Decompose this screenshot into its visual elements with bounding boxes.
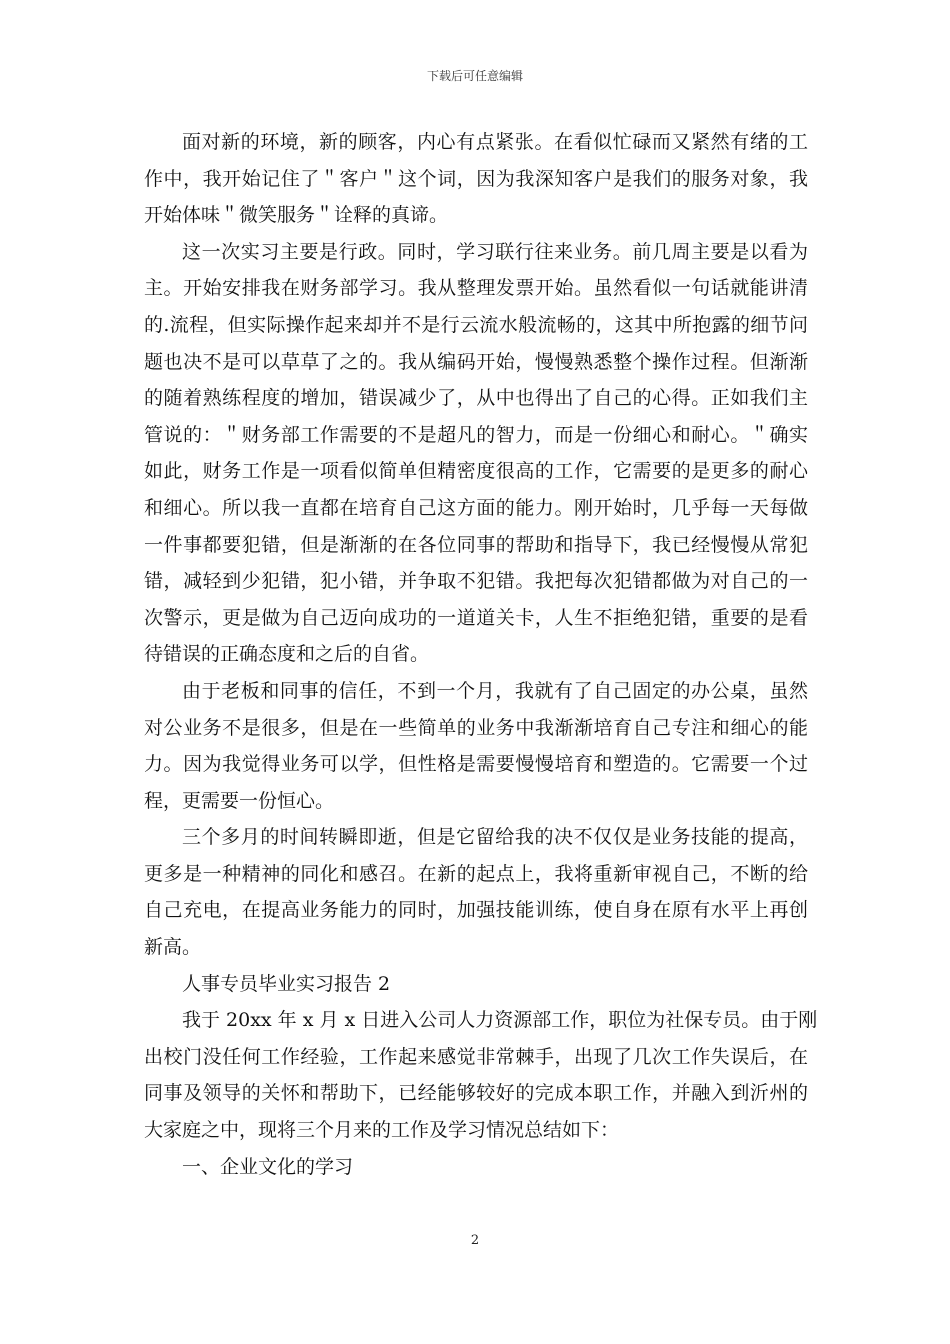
text-line: 对公业务不是很多，但是在一些简单的业务中我渐渐培育自己专注和细心的能 — [144, 716, 808, 739]
text-line: 一件事都要犯错，但是渐渐的在各位同事的帮助和指导下，我已经慢慢从常犯 — [144, 533, 808, 556]
text-line: 如此，财务工作是一项看似简单但精密度很高的工作，它需要的是更多的耐心 — [144, 460, 808, 483]
text-line: 三个多月的时间转瞬即逝，但是它留给我的决不仅仅是业务技能的提高， — [182, 826, 808, 849]
text-line: 题也决不是可以草草了之的。我从编码开始，慢慢熟悉整个操作过程。但渐渐 — [144, 350, 808, 373]
text-line: 自己充电，在提高业务能力的同时，加强技能训练，使自身在原有水平上再创 — [144, 899, 808, 922]
text-line: 次警示，更是做为自己迈向成功的一道道关卡，人生不拒绝犯错，重要的是看 — [144, 606, 808, 629]
text-line: 开始体味＂微笑服务＂诠释的真谛。 — [144, 204, 449, 227]
text-line: 主。开始安排我在财务部学习。我从整理发票开始。虽然看似一句话就能讲清 — [144, 277, 808, 300]
text-line: 管说的：＂财务部工作需要的不是超凡的智力，而是一份细心和耐心。＂确实 — [144, 423, 808, 446]
text-line: 待错误的正确态度和之后的自省。 — [144, 643, 430, 666]
text-line: 我于 20xx 年 x 月 x 日进入公司人力资源部工作，职位为社保专员。由于刚 — [182, 1009, 818, 1032]
text-line: 人事专员毕业实习报告 2 — [182, 972, 391, 995]
page-header: 下载后可任意编辑 — [426, 69, 523, 83]
text-line: 大家庭之中，现将三个月来的工作及学习情况总结如下： — [144, 1119, 620, 1142]
text-line: 同事及领导的关怀和帮助下，已经能够较好的完成本职工作，并融入到沂州的 — [144, 1082, 808, 1105]
text-line: 程，更需要一份恒心。 — [144, 789, 335, 812]
text-line: 和细心。所以我一直都在培育自己这方面的能力。刚开始时，几乎每一天每做 — [144, 496, 808, 519]
text-line: 错，减轻到少犯错，犯小错，并争取不犯错。我把每次犯错都做为对自己的一 — [144, 570, 808, 593]
text-line: 出校门没任何工作经验，工作起来感觉非常棘手，出现了几次工作失误后，在 — [144, 1045, 808, 1068]
text-line: 的随着熟练程度的增加，错误减少了，从中也得出了自己的心得。正如我们主 — [144, 387, 808, 410]
text-line: 力。因为我觉得业务可以学，但性格是需要慢慢培育和塑造的。它需要一个过 — [144, 753, 808, 776]
text-line: 一、企业文化的学习 — [182, 1155, 354, 1178]
text-line: 的.流程，但实际操作起来却并不是行云流水般流畅的，这其中所抱露的细节问 — [144, 313, 808, 336]
text-line: 更多是一种精神的同化和感召。在新的起点上，我将重新审视自己，不断的给 — [144, 862, 808, 885]
text-line: 由于老板和同事的信任，不到一个月，我就有了自己固定的办公桌，虽然 — [182, 679, 808, 702]
text-line: 这一次实习主要是行政。同时，学习联行往来业务。前几周主要是以看为 — [182, 240, 808, 263]
text-line: 新高。 — [144, 936, 202, 959]
text-line: 面对新的环境，新的顾客，内心有点紧张。在看似忙碌而又紧然有绪的工 — [182, 131, 808, 153]
text-line: 作中，我开始记住了＂客户＂这个词，因为我深知客户是我们的服务对象，我 — [144, 167, 808, 190]
document-body — [144, 124, 818, 1185]
page-number: 2 — [470, 1233, 480, 1248]
